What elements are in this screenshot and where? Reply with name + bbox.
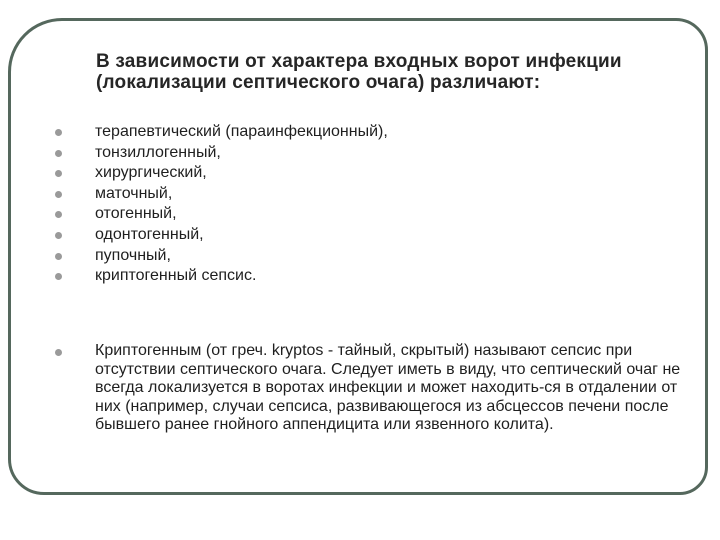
bullet-icon xyxy=(55,273,62,280)
bullet-icon xyxy=(55,232,62,239)
list-item-text: тонзиллогенный, xyxy=(95,143,221,161)
bullet-icon xyxy=(55,349,62,356)
list-item-text: одонтогенный, xyxy=(95,225,204,243)
list-item xyxy=(0,143,720,164)
list-item-text: хирургический, xyxy=(95,164,207,182)
bullet-icon xyxy=(55,129,62,136)
slide-title: В зависимости от характера входных ворот инфекции (локализации септического очага) различают: xyxy=(96,51,622,93)
list-item xyxy=(0,225,720,246)
bullet-icon xyxy=(55,170,62,177)
list-item-text: терапевтический (параинфекционный), xyxy=(95,123,388,140)
list-item xyxy=(0,163,720,184)
list-item xyxy=(0,246,720,267)
list-item-text: маточный, xyxy=(95,184,173,202)
list-item xyxy=(0,184,720,205)
list-item-text: пупочный, xyxy=(95,246,171,264)
list-item xyxy=(0,122,720,143)
list-item xyxy=(0,266,720,287)
bullet-icon xyxy=(55,150,62,157)
list-item-text: криптогенный сепсис. xyxy=(95,267,257,285)
sepsis-types-list xyxy=(0,122,720,287)
bullet-icon xyxy=(55,211,62,218)
bullet-icon xyxy=(55,191,62,198)
list-item-text: отогенный, xyxy=(95,205,177,223)
list-item xyxy=(0,204,720,225)
bullet-icon xyxy=(55,253,62,260)
cryptogenic-note-text: Криптогенным (от греч. kryptos - тайный, скрытый) называют сепсис при отсутствии септического очага. Следует иметь в виду, что септический очаг не всегда локализуется в воротах инфекции и может находить-ся в отдалении от них (например, случаи сепсиса, развивающегося из абсцессов печени после бывшего ранее гнойного аппендицита или язвенного колита). xyxy=(95,342,681,433)
